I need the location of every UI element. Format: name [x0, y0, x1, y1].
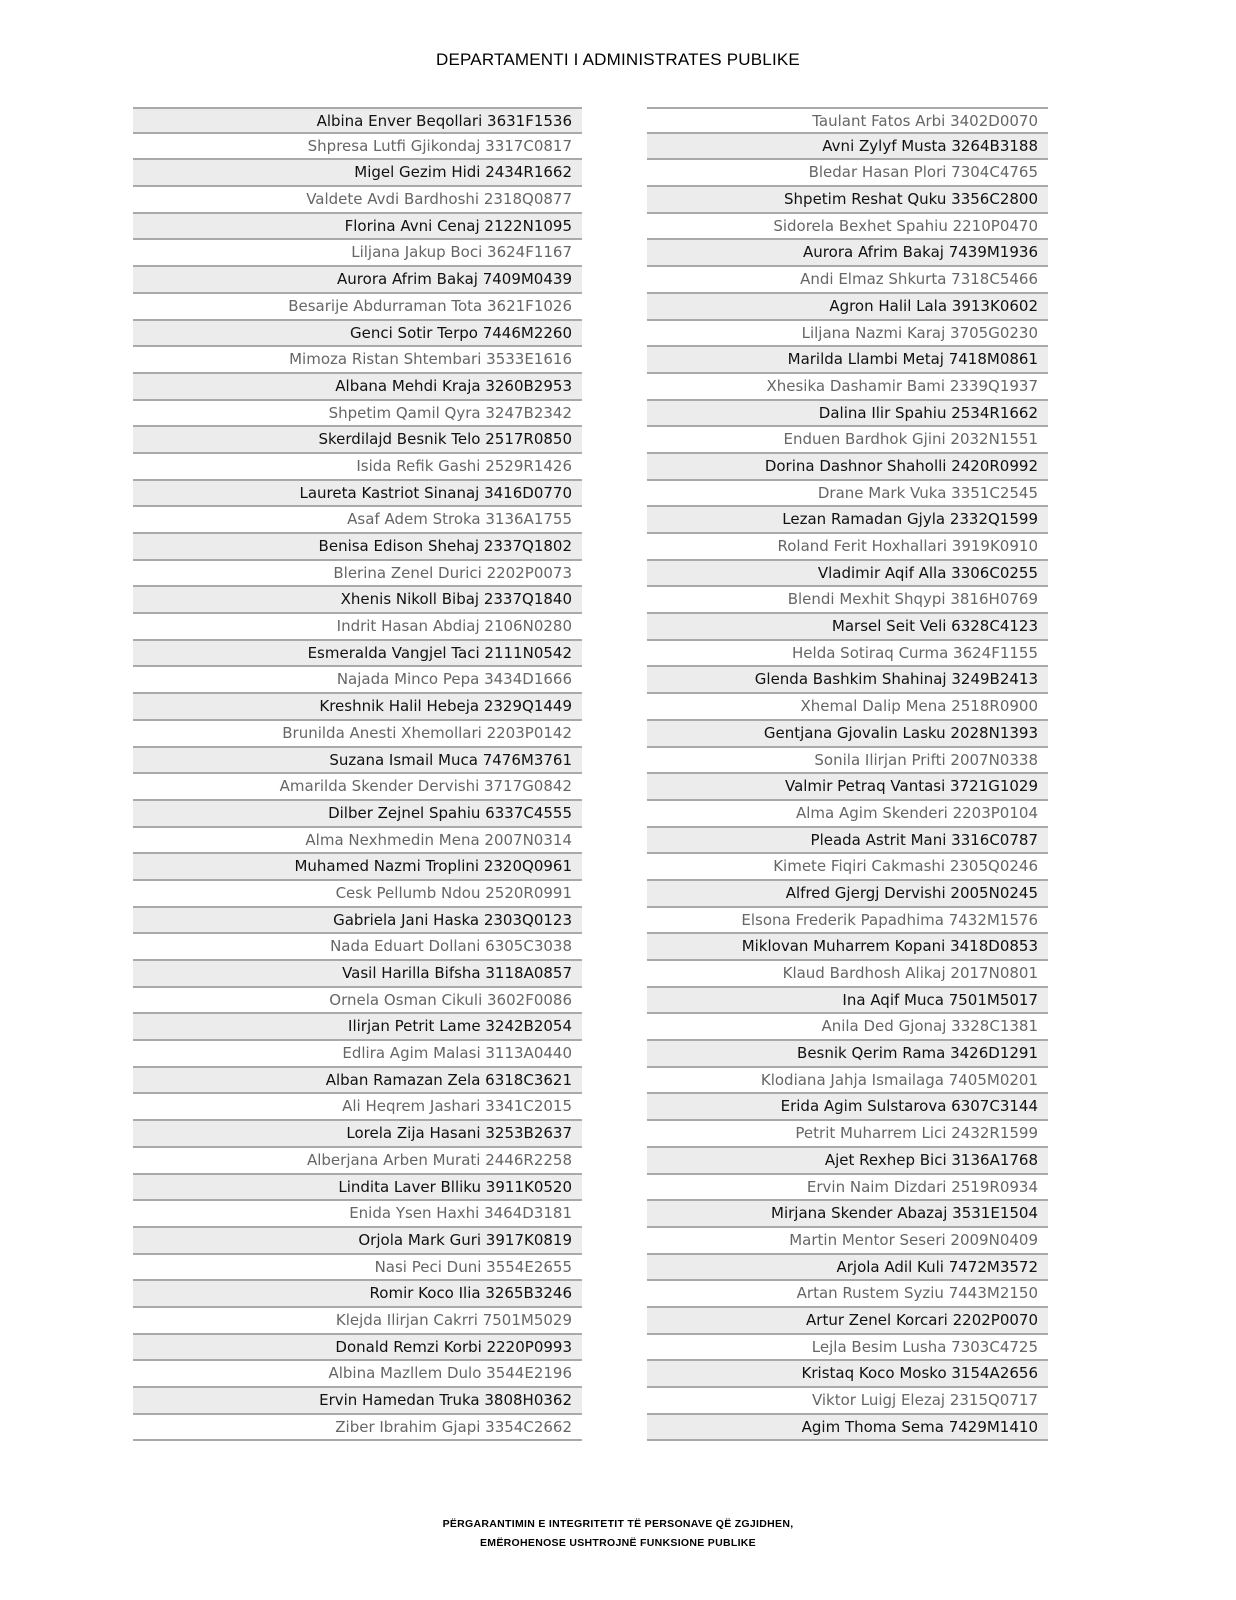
footer-line-1: PËRGARANTIMIN E INTEGRITETIT TË PERSONAVE QË ZGJIDHEN,	[442, 1518, 794, 1530]
list-item: Brunilda Anesti Xhemollari 2203P0142	[133, 721, 582, 748]
list-item: Xhesika Dashamir Bami 2339Q1937	[647, 374, 1048, 401]
list-item: Gentjana Gjovalin Lasku 2028N1393	[647, 721, 1048, 748]
footer	[0, 1515, 1236, 1553]
list-item: Cesk Pellumb Ndou 2520R0991	[133, 881, 582, 908]
list-item: Mirjana Skender Abazaj 3531E1504	[647, 1201, 1048, 1228]
list-item: Ervin Naim Dizdari 2519R0934	[647, 1175, 1048, 1202]
list-item: Sonila Ilirjan Prifti 2007N0338	[647, 748, 1048, 775]
list-item: Albina Mazllem Dulo 3544E2196	[133, 1361, 582, 1388]
left-column-list	[133, 107, 582, 1441]
list-item: Romir Koco Ilia 3265B3246	[133, 1281, 582, 1308]
list-item: Roland Ferit Hoxhallari 3919K0910	[647, 534, 1048, 561]
list-item: Klodiana Jahja Ismailaga 7405M0201	[647, 1068, 1048, 1095]
list-item: Alberjana Arben Murati 2446R2258	[133, 1148, 582, 1175]
list-item: Klaud Bardhosh Alikaj 2017N0801	[647, 961, 1048, 988]
list-item: Viktor Luigj Elezaj 2315Q0717	[647, 1388, 1048, 1415]
list-item: Avni Zylyf Musta 3264B3188	[647, 134, 1048, 161]
list-item: Migel Gezim Hidi 2434R1662	[133, 160, 582, 187]
list-item: Petrit Muharrem Lici 2432R1599	[647, 1121, 1048, 1148]
right-column-list	[647, 107, 1048, 1441]
list-item: Anila Ded Gjonaj 3328C1381	[647, 1014, 1048, 1041]
list-item: Besarije Abdurraman Tota 3621F1026	[133, 294, 582, 321]
list-item: Indrit Hasan Abdiaj 2106N0280	[133, 614, 582, 641]
list-item: Marsel Seit Veli 6328C4123	[647, 614, 1048, 641]
list-item: Xhemal Dalip Mena 2518R0900	[647, 694, 1048, 721]
list-item: Shpresa Lutfi Gjikondaj 3317C0817	[133, 134, 582, 161]
list-item: Vladimir Aqif Alla 3306C0255	[647, 561, 1048, 588]
list-item: Mimoza Ristan Shtembari 3533E1616	[133, 347, 582, 374]
list-item: Muhamed Nazmi Troplini 2320Q0961	[133, 854, 582, 881]
list-item: Albana Mehdi Kraja 3260B2953	[133, 374, 582, 401]
list-item: Blerina Zenel Durici 2202P0073	[133, 561, 582, 588]
list-item: Ajet Rexhep Bici 3136A1768	[647, 1148, 1048, 1175]
list-item: Ornela Osman Cikuli 3602F0086	[133, 988, 582, 1015]
list-item: Dorina Dashnor Shaholli 2420R0992	[647, 454, 1048, 481]
list-item: Andi Elmaz Shkurta 7318C5466	[647, 267, 1048, 294]
list-item: Sidorela Bexhet Spahiu 2210P0470	[647, 214, 1048, 241]
list-item: Besnik Qerim Rama 3426D1291	[647, 1041, 1048, 1068]
list-item: Elsona Frederik Papadhima 7432M1576	[647, 908, 1048, 935]
list-item: Marilda Llambi Metaj 7418M0861	[647, 347, 1048, 374]
footer-line-2: EMËROHENOSE USHTROJNË FUNKSIONE PUBLIKE	[480, 1537, 756, 1549]
list-item: Kristaq Koco Mosko 3154A2656	[647, 1361, 1048, 1388]
list-item: Xhenis Nikoll Bibaj 2337Q1840	[133, 587, 582, 614]
list-item: Taulant Fatos Arbi 3402D0070	[647, 107, 1048, 134]
list-item: Aurora Afrim Bakaj 7439M1936	[647, 240, 1048, 267]
list-item: Valmir Petraq Vantasi 3721G1029	[647, 774, 1048, 801]
list-item: Amarilda Skender Dervishi 3717G0842	[133, 774, 582, 801]
list-item: Artur Zenel Korcari 2202P0070	[647, 1308, 1048, 1335]
list-item: Najada Minco Pepa 3434D1666	[133, 667, 582, 694]
list-item: Laureta Kastriot Sinanaj 3416D0770	[133, 481, 582, 508]
list-item: Alma Nexhmedin Mena 2007N0314	[133, 828, 582, 855]
list-item: Artan Rustem Syziu 7443M2150	[647, 1281, 1048, 1308]
list-item: Liljana Nazmi Karaj 3705G0230	[647, 321, 1048, 348]
list-item: Miklovan Muharrem Kopani 3418D0853	[647, 934, 1048, 961]
list-item: Lindita Laver Blliku 3911K0520	[133, 1175, 582, 1202]
list-item: Lorela Zija Hasani 3253B2637	[133, 1121, 582, 1148]
list-item: Alma Agim Skenderi 2203P0104	[647, 801, 1048, 828]
list-item: Vasil Harilla Bifsha 3118A0857	[133, 961, 582, 988]
list-item: Esmeralda Vangjel Taci 2111N0542	[133, 641, 582, 668]
list-item: Lejla Besim Lusha 7303C4725	[647, 1335, 1048, 1362]
list-item: Pleada Astrit Mani 3316C0787	[647, 828, 1048, 855]
list-item: Ervin Hamedan Truka 3808H0362	[133, 1388, 582, 1415]
list-item: Shpetim Qamil Qyra 3247B2342	[133, 401, 582, 428]
list-item: Drane Mark Vuka 3351C2545	[647, 481, 1048, 508]
list-item: Bledar Hasan Plori 7304C4765	[647, 160, 1048, 187]
list-item: Shpetim Reshat Quku 3356C2800	[647, 187, 1048, 214]
list-item: Nada Eduart Dollani 6305C3038	[133, 934, 582, 961]
list-item: Martin Mentor Seseri 2009N0409	[647, 1228, 1048, 1255]
list-item: Ina Aqif Muca 7501M5017	[647, 988, 1048, 1015]
list-item: Gabriela Jani Haska 2303Q0123	[133, 908, 582, 935]
list-item: Ilirjan Petrit Lame 3242B2054	[133, 1014, 582, 1041]
list-item: Genci Sotir Terpo 7446M2260	[133, 321, 582, 348]
list-item: Erida Agim Sulstarova 6307C3144	[647, 1094, 1048, 1121]
list-item: Kreshnik Halil Hebeja 2329Q1449	[133, 694, 582, 721]
list-item: Agim Thoma Sema 7429M1410	[647, 1415, 1048, 1442]
list-item: Glenda Bashkim Shahinaj 3249B2413	[647, 667, 1048, 694]
list-item: Alfred Gjergj Dervishi 2005N0245	[647, 881, 1048, 908]
list-item: Agron Halil Lala 3913K0602	[647, 294, 1048, 321]
list-item: Suzana Ismail Muca 7476M3761	[133, 748, 582, 775]
list-item: Liljana Jakup Boci 3624F1167	[133, 240, 582, 267]
list-item: Skerdilajd Besnik Telo 2517R0850	[133, 427, 582, 454]
list-item: Nasi Peci Duni 3554E2655	[133, 1255, 582, 1282]
list-item: Albina Enver Beqollari 3631F1536	[133, 107, 582, 134]
list-item: Donald Remzi Korbi 2220P0993	[133, 1335, 582, 1362]
list-item: Valdete Avdi Bardhoshi 2318Q0877	[133, 187, 582, 214]
list-item: Ziber Ibrahim Gjapi 3354C2662	[133, 1415, 582, 1442]
list-item: Lezan Ramadan Gjyla 2332Q1599	[647, 507, 1048, 534]
list-item: Ali Heqrem Jashari 3341C2015	[133, 1094, 582, 1121]
list-item: Orjola Mark Guri 3917K0819	[133, 1228, 582, 1255]
list-item: Dalina Ilir Spahiu 2534R1662	[647, 401, 1048, 428]
list-item: Enida Ysen Haxhi 3464D3181	[133, 1201, 582, 1228]
list-item: Klejda Ilirjan Cakrri 7501M5029	[133, 1308, 582, 1335]
list-item: Asaf Adem Stroka 3136A1755	[133, 507, 582, 534]
list-item: Helda Sotiraq Curma 3624F1155	[647, 641, 1048, 668]
list-item: Florina Avni Cenaj 2122N1095	[133, 214, 582, 241]
list-item: Aurora Afrim Bakaj 7409M0439	[133, 267, 582, 294]
list-item: Edlira Agim Malasi 3113A0440	[133, 1041, 582, 1068]
list-item: Dilber Zejnel Spahiu 6337C4555	[133, 801, 582, 828]
list-item: Arjola Adil Kuli 7472M3572	[647, 1255, 1048, 1282]
page-title: DEPARTAMENTI I ADMINISTRATES PUBLIKE	[436, 50, 800, 69]
list-item: Alban Ramazan Zela 6318C3621	[133, 1068, 582, 1095]
list-item: Kimete Fiqiri Cakmashi 2305Q0246	[647, 854, 1048, 881]
list-item: Benisa Edison Shehaj 2337Q1802	[133, 534, 582, 561]
list-item: Enduen Bardhok Gjini 2032N1551	[647, 427, 1048, 454]
list-item: Isida Refik Gashi 2529R1426	[133, 454, 582, 481]
list-item: Blendi Mexhit Shqypi 3816H0769	[647, 587, 1048, 614]
